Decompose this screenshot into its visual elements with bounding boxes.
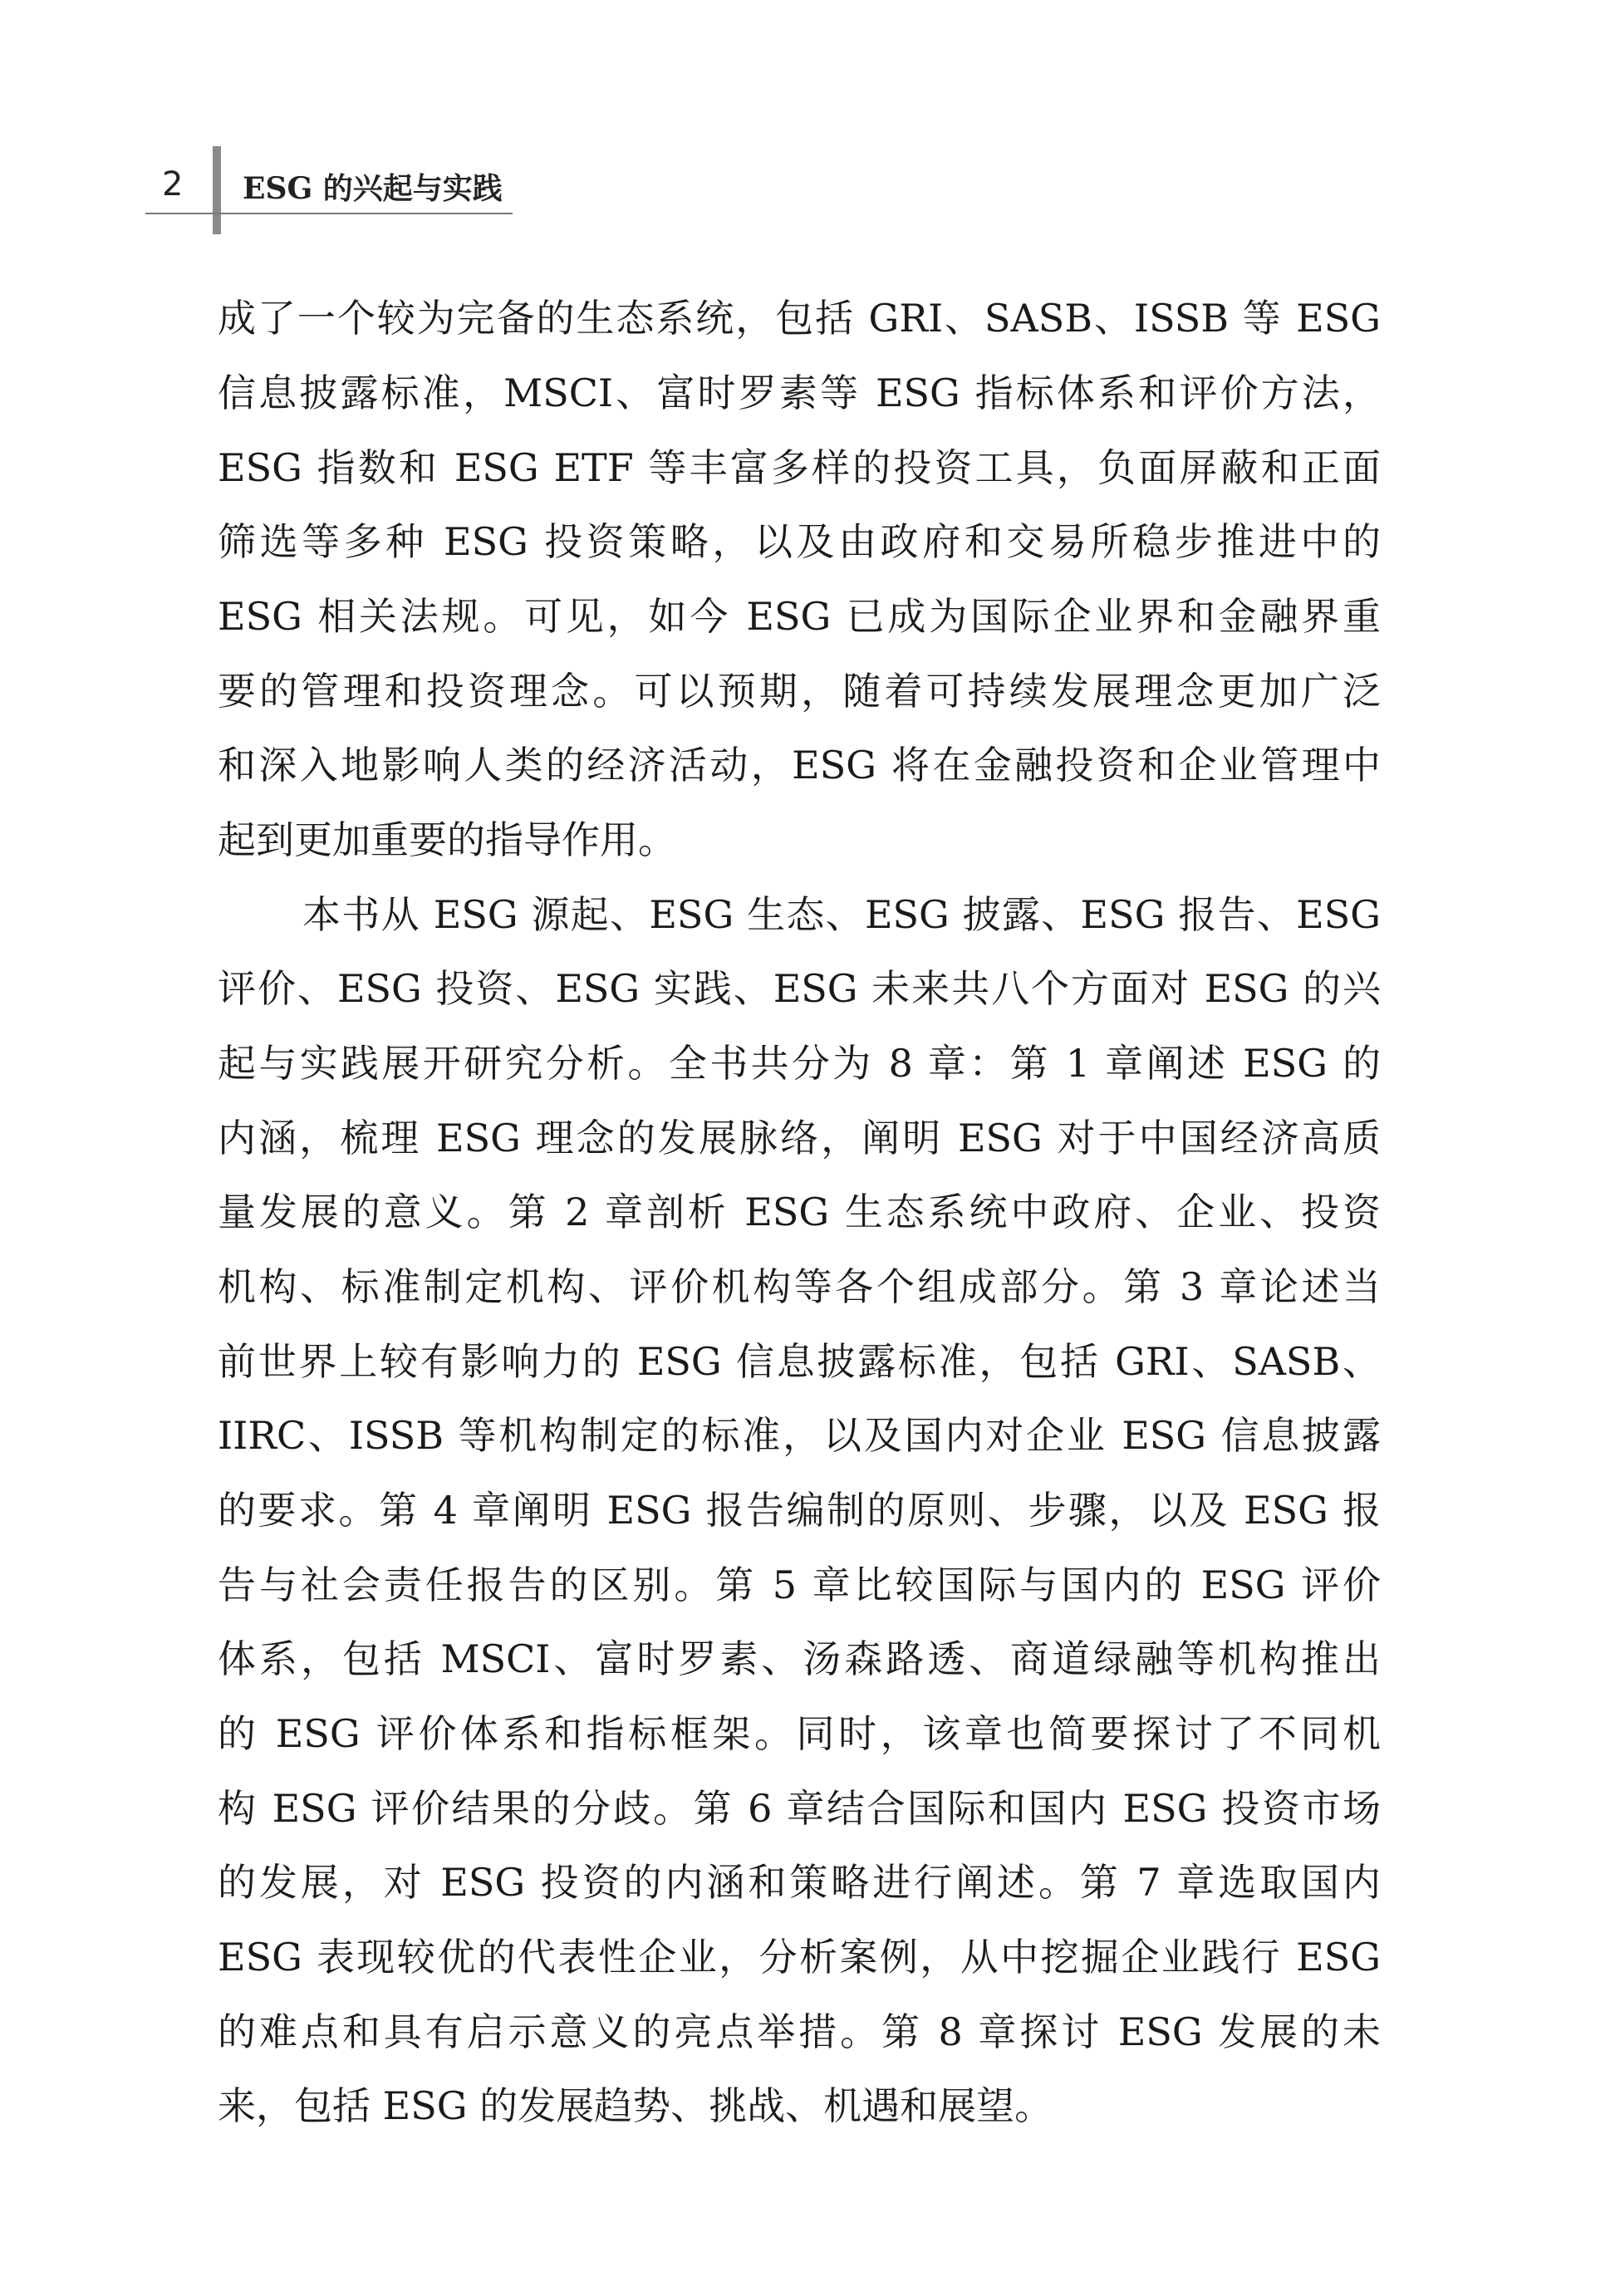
text-line: 和深入地影响人类的经济活动，ESG 将在金融投资和企业管理中 <box>218 743 1381 787</box>
text-line: 告与社会责任报告的区别。第 5 章比较国际与国内的 ESG 评价 <box>218 1563 1381 1607</box>
text-line: ESG 相关法规。可见，如今 ESG 已成为国际企业界和金融界重 <box>218 594 1381 639</box>
text-line: 起到更加重要的指导作用。 <box>218 817 676 862</box>
text-line: 信息披露标准，MSCI、富时罗素等 ESG 指标体系和评价方法， <box>218 370 1381 415</box>
text-line: 的难点和具有启示意义的亮点举措。第 8 章探讨 ESG 发展的未 <box>218 2009 1381 2054</box>
text-line: ESG 表现较优的代表性企业，分析案例，从中挖掘企业践行 ESG <box>218 1935 1381 1980</box>
text-line: IIRC、ISSB 等机构制定的标准，以及国内对企业 ESG 信息披露 <box>218 1413 1381 1458</box>
text-line: ESG 指数和 ESG ETF 等丰富多样的投资工具，负面屏蔽和正面 <box>218 445 1381 490</box>
text-line: 的要求。第 4 章阐明 ESG 报告编制的原则、步骤，以及 ESG 报 <box>218 1488 1381 1533</box>
text-line: 前世界上较有影响力的 ESG 信息披露标准，包括 GRI、SASB、 <box>218 1339 1381 1384</box>
text-line: 成了一个较为完备的生态系统，包括 GRI、SASB、ISSB 等 ESG <box>218 296 1381 341</box>
text-line: 评价、ESG 投资、ESG 实践、ESG 未来共八个方面对 ESG 的兴 <box>218 966 1381 1011</box>
text-line: 筛选等多种 ESG 投资策略，以及由政府和交易所稳步推进中的 <box>218 519 1381 564</box>
text-line: 的发展，对 ESG 投资的内涵和策略进行阐述。第 7 章选取国内 <box>218 1860 1381 1905</box>
page-number: 2 <box>162 165 184 204</box>
text-line: 量发展的意义。第 2 章剖析 ESG 生态系统中政府、企业、投资 <box>218 1190 1381 1234</box>
text-line: 的 ESG 评价体系和指标框架。同时，该章也简要探讨了不同机 <box>218 1711 1381 1756</box>
text-line: 内涵，梳理 ESG 理念的发展脉络，阐明 ESG 对于中国经济高质 <box>218 1116 1381 1160</box>
paragraph-start-line: 本书从 ESG 源起、ESG 生态、ESG 披露、ESG 报告、ESG <box>302 892 1381 937</box>
text-line: 起与实践展开研究分析。全书共分为 8 章：第 1 章阐述 ESG 的 <box>218 1041 1381 1086</box>
text-line: 体系，包括 MSCI、富时罗素、汤森路透、商道绿融等机构推出 <box>218 1636 1381 1681</box>
running-title: ESG 的兴起与实践 <box>243 171 503 206</box>
text-line: 来，包括 ESG 的发展趋势、挑战、机遇和展望。 <box>218 2083 1053 2128</box>
text-line: 构 ESG 评价结果的分歧。第 6 章结合国际和国内 ESG 投资市场 <box>218 1786 1381 1831</box>
text-line: 机构、标准制定机构、评价机构等各个组成部分。第 3 章论述当 <box>218 1264 1381 1309</box>
text-line: 要的管理和投资理念。可以预期，随着可持续发展理念更加广泛 <box>218 669 1381 714</box>
